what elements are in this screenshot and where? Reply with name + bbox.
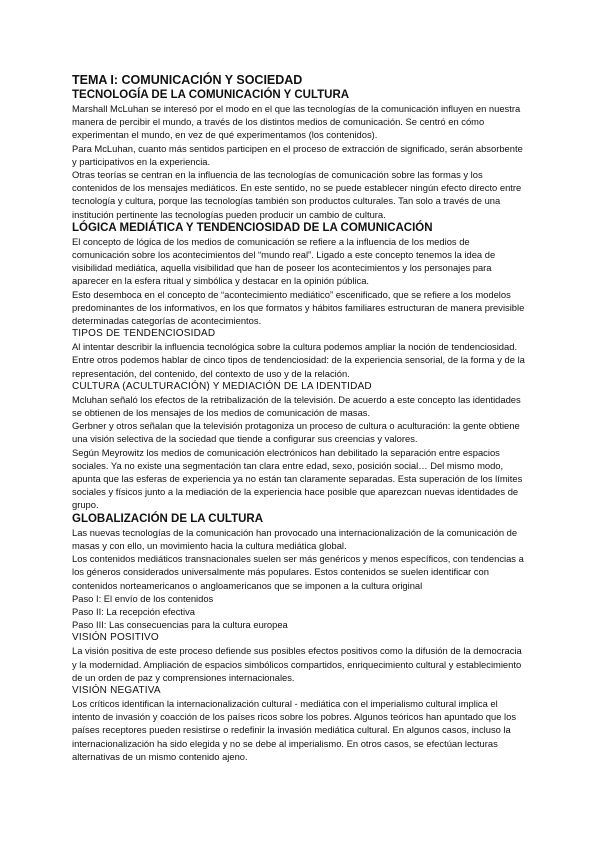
paragraph: Otras teorías se centran en la influencia de las tecnologías de comunicación sobre las formas y los contenidos de los mensajes mediáticos. En este sentido, no se puede establecer ningún efecto directo entre tecnología y cultura, porque las tecnologías también son productos culturales. Tan solo a través de una institución pertinente las tecnologías pueden producir un cambio de cultura. (72, 169, 522, 220)
paragraph: Para McLuhan, cuanto más sentidos participen en el proceso de extracción de significado, serán absorbente y participativos en la experiencia. (72, 142, 523, 167)
paragraph: Los críticos identifican la internacionalización cultural - mediática con el imperialismo cultural implica el intento de invasión y coacción de los países ricos sobre los pobres. Algunos teóricos han apuntado que los países receptores pueden resistirse o redefinir la invasión mediática cultural. En algunos casos, incluso la internacionalización ha sido elegida y no se debe al imperialismo. En otros casos, se efectúan lecturas alternativas de un mismo contenido ajeno. (72, 697, 517, 762)
paragraph: El concepto de lógica de los medios de comunicación se refiere a la influencia de los medios de comunicación sobre los acontecimientos del “mundo real”. Ligado a este concepto tenemos la idea de visibilidad mediática, aquella visibilidad que han de poseer los acontecimientos y los personajes para aparecer en la esfera ritual y simbólica y destacar en la opinión pública. (72, 235, 496, 287)
paragraph: Los contenidos mediáticos transnacionales suelen ser más genéricos y menos específicos, con tendencias a los géneros considerados universalmente más populares. Estos contenidos se suelen identificar con contenidos norteamericanos o angloamericanos que se imponen a la cultura original (72, 553, 524, 591)
document-page (72, 73, 528, 763)
step-item: Paso II: La recepción efectiva (72, 605, 195, 617)
subheading-tipos-tendenciosidad: TIPOS DE TENDENCIOSIDAD (72, 328, 216, 340)
section-heading-tecnologia: TECNOLOGÍA DE LA COMUNICACIÓN Y CULTURA (72, 89, 350, 101)
section-heading-globalizacion: GLOBALIZACIÓN DE LA CULTURA (72, 512, 264, 525)
paragraph: Las nuevas tecnologías de la comunicación han provocado una internacionalización de la comunicación de masas y con ello, un movimiento hacia la cultura mediática global. (72, 526, 518, 551)
paragraph: Según Meyrowitz los medios de comunicación electrónicos han debilitado la separación entre espacios sociales. Ya no existe una segmentación tan clara entre edad, sexo, posición social… Del mismo modo, apunta que las esferas de experiencia ya no están tan claramente separadas. Esta superación de los límites sociales y físicos junto a la mediación de la experiencia hace posible que aparezcan nuevas identidades de grupo. (72, 446, 523, 511)
subheading-vision-positiva: VISIÓN POSITIVO (72, 632, 159, 644)
paragraph: Mcluhan señaló los efectos de la retribalización de la televisión. De acuerdo a este concepto las identidades se obtienen de los mensajes de los medios de comunicación de masas. (72, 393, 521, 419)
paragraph: Esto desemboca en el concepto de “acontecimiento mediático” escenificado, que se refiere a los modelos predominantes de los informativos, en los que formatos y hábitos familiares estructuran de manera previsible determinadas categorías de acontecimientos. (72, 288, 525, 327)
paragraph: Marshall McLuhan se interesó por el modo en el que las tecnologías de la comunicación influyen en nuestra manera de percibir el mundo, a través de los distintos medios de comunicación. Se centró en cómo experimentan el mundo, en vez de qué experimentamos (los contenidos). (72, 103, 521, 141)
paragraph: Al intentar describir la influencia tecnológica sobre la cultura podemos ampliar la noción de tendenciosidad. Entre otros podemos hablar de cinco tipos de tendenciosidad: de la experiencia sensorial, de la forma y de la representación, del contenido, del contexto de uso y de la relación. (72, 341, 525, 379)
page-title: TEMA I: COMUNICACIÓN Y SOCIEDAD (72, 73, 303, 87)
paragraph: Gerbner y otros señalan que la televisión protagoniza un proceso de cultura o aculturación: la gente obtiene una visión selectiva de la sociedad que tiende a configurar sus creencias y valores. (72, 420, 520, 445)
subheading-cultura-identidad: CULTURA (ACULTURACIÓN) Y MEDIACIÓN DE LA IDENTIDAD (72, 380, 372, 392)
step-item: Paso I: El envío de los contenidos (72, 592, 214, 604)
step-item: Paso III: Las consecuencias para la cultura europea (72, 619, 288, 631)
section-heading-logica-mediatica: LÓGICA MEDIÁTICA Y TENDENCIOSIDAD DE LA COMUNICACIÓN (72, 221, 433, 234)
subheading-vision-negativa: VISIÓN NEGATIVA (72, 684, 161, 696)
paragraph: La visión positiva de este proceso defiende sus posibles efectos positivos como la difusión de la democracia y la modernidad. Ampliación de espacios simbólicos compartidos, enriquecimiento cultural y establecimiento de un orden de paz y comprensiones internacionales. (72, 645, 522, 683)
